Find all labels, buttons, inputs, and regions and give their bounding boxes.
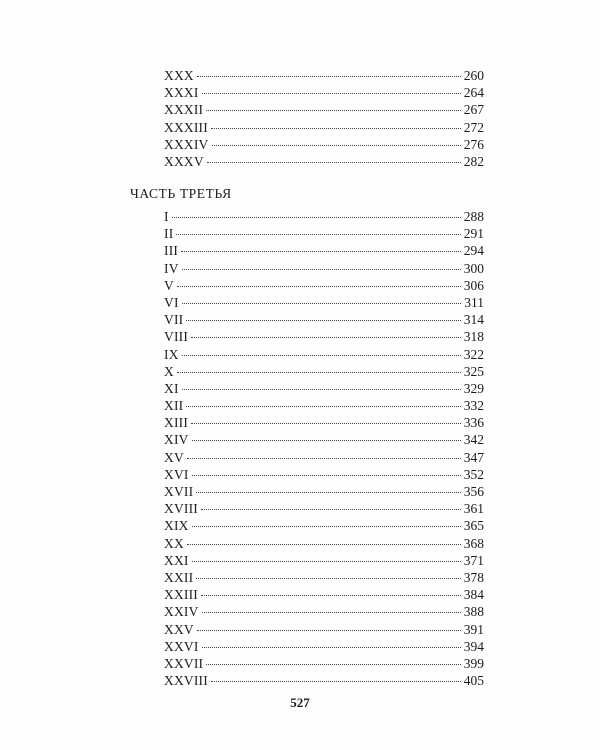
chapter-page: 361 [463,501,484,517]
toc-entry [164,208,484,225]
chapter-page: 311 [464,294,484,310]
dot-leader [206,110,461,111]
chapter-number: I [164,209,169,224]
page-number: 527 [290,695,310,710]
chapter-number: XVIII [164,501,198,517]
toc-entry [164,260,484,277]
toc-entry [164,294,484,311]
toc-list-part3 [164,208,484,689]
toc-entry [164,242,484,259]
toc-list-part2-continued [164,67,484,170]
toc-entry [164,119,484,136]
chapter-number: VI [164,294,179,310]
toc-entry [164,500,484,517]
chapter-number: XXXII [164,102,204,118]
chapter-number: XXX [164,68,194,83]
dot-leader [201,595,461,596]
toc-entry [164,101,484,118]
chapter-number: XI [164,380,179,396]
toc-entry [164,380,484,397]
chapter-number: XXI [164,552,189,568]
chapter-number: VIII [164,329,189,345]
dot-leader [191,337,461,338]
toc-entry [164,153,484,170]
chapter-page: 282 [463,153,484,169]
chapter-number: XXVI [164,638,199,654]
dot-leader [207,162,461,163]
chapter-page: 288 [463,209,484,224]
chapter-number: XXVIII [164,673,208,689]
chapter-number: XII [164,398,184,414]
toc-entry [164,655,484,672]
chapter-number: XXXIV [164,136,209,152]
chapter-page: 352 [463,466,484,482]
chapter-number: XXIII [164,587,198,603]
toc-entry [164,328,484,345]
chapter-number: X [164,363,174,379]
toc-entry [164,621,484,638]
toc-entry [164,136,484,153]
chapter-page: 391 [463,621,484,637]
toc-entry [164,311,484,328]
chapter-page: 378 [463,569,484,585]
dot-leader [192,526,461,527]
chapter-number: XXV [164,621,194,637]
toc-entry [164,483,484,500]
dot-leader [182,389,461,390]
chapter-number: XXII [164,569,194,585]
chapter-page: 368 [463,535,484,551]
chapter-page: 394 [463,638,484,654]
chapter-number: III [164,243,179,259]
chapter-page: 306 [463,277,484,293]
dot-leader [191,423,461,424]
chapter-number: XXXV [164,153,204,169]
dot-leader [197,76,461,77]
dot-leader [202,647,461,648]
toc-entry [164,449,484,466]
chapter-number: IV [164,260,179,276]
chapter-page: 356 [463,484,484,499]
dot-leader [187,458,461,459]
toc-entry [164,414,484,431]
dot-leader [192,440,461,441]
chapter-number: XVII [164,484,194,499]
chapter-page: 365 [463,518,484,534]
chapter-number: XXXIII [164,119,208,135]
chapter-page: 325 [463,363,484,379]
toc-entry [164,672,484,689]
chapter-number: II [164,226,174,242]
chapter-page: 291 [463,226,484,242]
chapter-number: XIV [164,432,189,448]
chapter-page: 314 [463,312,484,328]
chapter-number: XIII [164,415,189,431]
toc-entry [164,535,484,552]
dot-leader [177,372,461,373]
chapter-page: 264 [463,85,484,101]
toc-entry [164,517,484,534]
toc-entry [164,431,484,448]
dot-leader [186,406,460,407]
chapter-number: IX [164,346,179,362]
dot-leader [202,93,461,94]
chapter-number: XVI [164,466,189,482]
dot-leader [192,475,461,476]
chapter-page: 294 [463,243,484,259]
toc-entry [164,277,484,294]
chapter-number: VII [164,312,184,328]
chapter-page: 384 [463,587,484,603]
toc-entry [164,346,484,363]
toc-entry [164,84,484,101]
chapter-page: 272 [463,119,484,135]
chapter-number: V [164,277,174,293]
toc-entry [164,569,484,586]
dot-leader [177,286,461,287]
toc-entry [164,225,484,242]
chapter-page: 329 [463,380,484,396]
chapter-number: XX [164,535,184,551]
chapter-page: 336 [463,415,484,431]
part-heading: ЧАСТЬ ТРЕТЬЯ [130,186,232,201]
chapter-page: 300 [463,260,484,276]
dot-leader [176,234,460,235]
dot-leader [182,355,461,356]
chapter-page: 405 [463,673,484,689]
chapter-page: 260 [463,68,484,83]
dot-leader [202,612,461,613]
dot-leader [181,251,461,252]
toc-entry [164,67,484,84]
dot-leader [211,681,461,682]
chapter-number: XV [164,449,184,465]
chapter-number: XIX [164,518,189,534]
dot-leader [197,630,461,631]
chapter-page: 347 [463,449,484,465]
toc-entry [164,638,484,655]
dot-leader [196,578,460,579]
dot-leader [187,544,461,545]
chapter-number: XXVII [164,655,204,671]
dot-leader [201,509,461,510]
toc-entry [164,552,484,569]
dot-leader [182,269,461,270]
toc-entry [164,603,484,620]
dot-leader [196,492,460,493]
dot-leader [186,320,460,321]
chapter-number: XXIV [164,604,199,620]
toc-entry [164,466,484,483]
dot-leader [211,128,461,129]
toc-entry [164,586,484,603]
chapter-number: XXXI [164,85,199,101]
dot-leader [206,664,461,665]
chapter-page: 399 [463,655,484,671]
chapter-page: 332 [463,398,484,414]
toc-entry [164,397,484,414]
dot-leader [172,217,461,218]
dot-leader [182,303,462,304]
dot-leader [212,145,461,146]
chapter-page: 318 [463,329,484,345]
chapter-page: 342 [463,432,484,448]
chapter-page: 267 [463,102,484,118]
toc-entry [164,363,484,380]
chapter-page: 276 [463,136,484,152]
chapter-page: 322 [463,346,484,362]
dot-leader [192,561,461,562]
chapter-page: 371 [463,552,484,568]
chapter-page: 388 [463,604,484,620]
